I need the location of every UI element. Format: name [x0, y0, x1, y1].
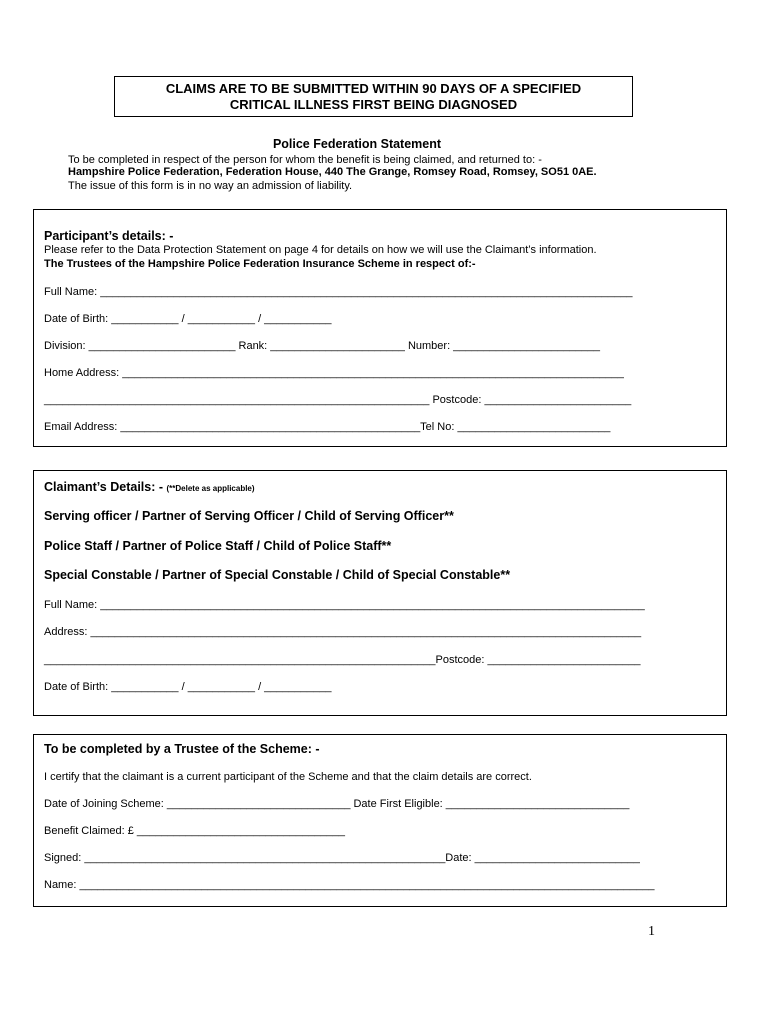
return-address: Hampshire Police Federation, Federation House, 440 The Grange, Romsey Road, Romsey, SO51 0AE.: [68, 166, 597, 178]
statement-intro: To be completed in respect of the person for whom the benefit is being claimed, and returned to: -: [68, 154, 542, 166]
role-special-constable[interactable]: Special Constable / Partner of Special Constable / Child of Special Constable**: [44, 568, 511, 582]
joining-eligible-field[interactable]: Date of Joining Scheme: ______________________________ Date First Eligible: ______________________________: [44, 798, 630, 810]
trustee-title: To be completed by a Trustee of the Scheme: -: [44, 742, 320, 756]
claimant-address-field[interactable]: Address: __________________________________________________________________________________________: [44, 626, 642, 638]
signed-date-field[interactable]: Signed: ___________________________________________________________Date: ___________________________: [44, 852, 640, 864]
claimant-postcode-field[interactable]: ________________________________________________________________Postcode: _________________________: [44, 654, 641, 666]
email-tel-field[interactable]: Email Address: _________________________________________________Tel No: _________________________: [44, 421, 611, 433]
notice-line-1: CLAIMS ARE TO BE SUBMITTED WITHIN 90 DAYS OF A SPECIFIED: [165, 81, 582, 96]
role-police-staff[interactable]: Police Staff / Partner of Police Staff / Child of Police Staff**: [44, 539, 392, 553]
page-number: 1: [648, 924, 655, 939]
claims-deadline-notice: [114, 76, 633, 117]
home-address-field[interactable]: Home Address: __________________________________________________________________________________: [44, 367, 624, 379]
participant-section: [33, 209, 727, 447]
claimant-full-name-field[interactable]: Full Name: _________________________________________________________________________________________: [44, 599, 645, 611]
trustee-section: [33, 734, 727, 907]
role-serving-officer[interactable]: Serving officer / Partner of Serving Officer / Child of Serving Officer**: [44, 509, 454, 523]
claimant-dob-field[interactable]: Date of Birth: ___________ / ___________ / ___________: [44, 681, 332, 693]
delete-note: (**Delete as applicable): [166, 484, 255, 493]
liability-disclaimer: The issue of this form is in no way an admission of liability.: [68, 180, 353, 192]
statement-title: Police Federation Statement: [272, 137, 442, 151]
claimant-section: [33, 470, 727, 716]
benefit-claimed-field[interactable]: Benefit Claimed: £ __________________________________: [44, 825, 345, 837]
claimant-title: [44, 480, 255, 496]
trustee-name-field[interactable]: Name: ______________________________________________________________________________________________: [44, 879, 655, 891]
data-protection-note: Please refer to the Data Protection Statement on page 4 for details on how we will use the Claimant’s information.: [44, 244, 597, 256]
notice-line-2: CRITICAL ILLNESS FIRST BEING DIAGNOSED: [229, 97, 518, 112]
claimant-title-text: Claimant’s Details: -: [44, 480, 164, 494]
participant-title: Participant’s details: -: [44, 229, 174, 243]
division-rank-number-field[interactable]: Division: ________________________ Rank: ______________________ Number: ________________________: [44, 340, 600, 352]
trustees-note: The Trustees of the Hampshire Police Federation Insurance Scheme in respect of:-: [44, 258, 476, 270]
participant-dob-field[interactable]: Date of Birth: ___________ / ___________ / ___________: [44, 313, 332, 325]
certification-statement: I certify that the claimant is a current participant of the Scheme and that the claim details are correct.: [44, 771, 532, 783]
address-postcode-field[interactable]: _______________________________________________________________ Postcode: ________________________: [44, 394, 632, 406]
participant-full-name-field[interactable]: Full Name: _______________________________________________________________________________________: [44, 286, 633, 298]
